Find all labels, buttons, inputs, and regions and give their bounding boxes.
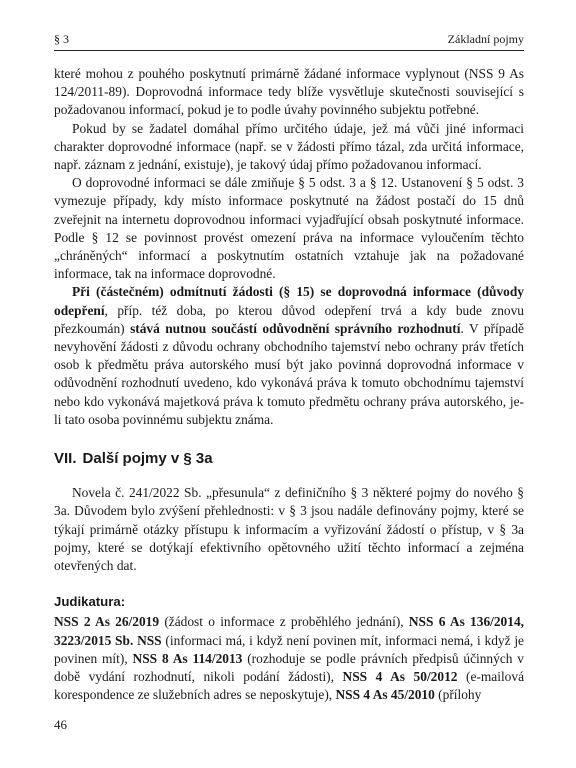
text-run: které mohou z pouhého poskytnutí primárně žádané informace vyplynout (NSS 9 As 124/2011-89). Doprovodná informace tedy blíže vysvětluje skutečnosti související s požadovanou informací, pokud je to podle úvahy povinného subjektu potřebné. [54, 66, 524, 118]
text-run: , příp. též doba, po kterou důvod odepření trvá a kdy bude znovu přezkoumán) [54, 302, 524, 336]
running-header [54, 30, 524, 50]
paragraph-4 [54, 283, 524, 429]
text-run: (e-mailová korespondence ze služebních adres se neposkytuje), [54, 669, 525, 703]
bold-text-run: NSS 6 As 136/2014, 3223/2015 Sb. [54, 614, 524, 648]
paragraph-1 [54, 65, 524, 120]
bold-text-run: NSS [137, 632, 162, 648]
body-text [54, 65, 524, 705]
text-run: (žádost o informace z proběhlého jednání), [159, 614, 409, 630]
text-run: O doprovodné informaci se dále zmiňuje § 5 odst. 3 a § 12. Ustanovení § 5 odst. 3 vymezuje případy, kdy místo informace poskytnuté na žádost postačí do 15 dnů zveřejnit na internetu doprovodnou informaci vyjadřující obsah poskytnuté informace. Podle § 12 se povinnost provést omezení práva na informace vyloučením těchto „chráněných“ informací a poskytnutím ostatních vztahuje jak na požadované informace, tak na informace doprovodné. [54, 175, 524, 282]
section-title: Další pojmy v § 3a [82, 450, 213, 468]
section-number: VII. [54, 450, 77, 468]
bold-text-run: NSS 2 As 26/2019 [54, 614, 160, 630]
judikatura-paragraph [54, 613, 524, 704]
bold-text-run: Při (částečném) odmítnutí žádosti (§ 15) se doprovodná informace (důvody odepření [54, 284, 524, 318]
bold-text-run: NSS 8 As 114/2013 [132, 650, 243, 666]
paragraph-3 [54, 174, 524, 283]
chapter-title: Základní pojmy [447, 32, 524, 46]
text-run: . V případě nevyhovění žádosti z důvodu ochrany obchodního tajemství nebo ochrany práv třetích osob k předmětu práva autorského musí být jako povinná doprovodná informace v odůvodnění rozhodnutí uvedeno, kdo vykonává práva k tomuto obchodnímu tajemství nebo kdo vykonává majetková práva k tomuto předmětu ochrany práva autorského, je-li tato osoba povinnému subjektu známa. [54, 320, 524, 427]
judikatura-heading: Judikatura: [54, 594, 126, 610]
bold-text-run: NSS 4 As 50/2012 [342, 669, 458, 685]
text-run: Pokud by se žadatel domáhal přímo určitého údaje, jež má vůči jiné informaci charakter doprovodné informace (např. se v žádosti přímo tázal, zda určitá informace, např. záznam z jednání, existuje), je takový údaj přímo požadovanou informací. [54, 120, 524, 173]
bold-text-run: stává nutnou součástí odůvodnění správního rozhodnutí [130, 320, 461, 336]
text-run: (informaci má, i když není povinen mít, informaci nemá, i když je povinen mít), [54, 632, 524, 666]
section-paragraph [54, 484, 524, 575]
page-number: 46 [54, 717, 67, 732]
text-run: (rozhoduje se podle právních předpisů účinných v době vydání rozhodnutí, nikoli podání žádosti), [54, 650, 525, 685]
header-rule [54, 50, 524, 51]
paragraph-2 [54, 120, 524, 175]
text-run: Novela č. 241/2022 Sb. „přesunula“ z definičního § 3 některé pojmy do nového § 3a. Důvodem bylo zvýšení přehlednosti: v § 3 jsou nadále definovány pojmy, které se týkají primárně otázky přístupu k informacím a vyřizování žádostí o přístup, v § 3a pojmy, které se dotýkají efektivního opětovného užití těchto informací a zejména otevřených dat. [54, 485, 524, 574]
section-mark: § 3 [54, 32, 69, 46]
bold-text-run: NSS 4 As 45/2010 [335, 687, 435, 703]
section-heading [54, 450, 524, 468]
text-run: (přílohy [434, 687, 482, 703]
book-page [54, 30, 524, 705]
